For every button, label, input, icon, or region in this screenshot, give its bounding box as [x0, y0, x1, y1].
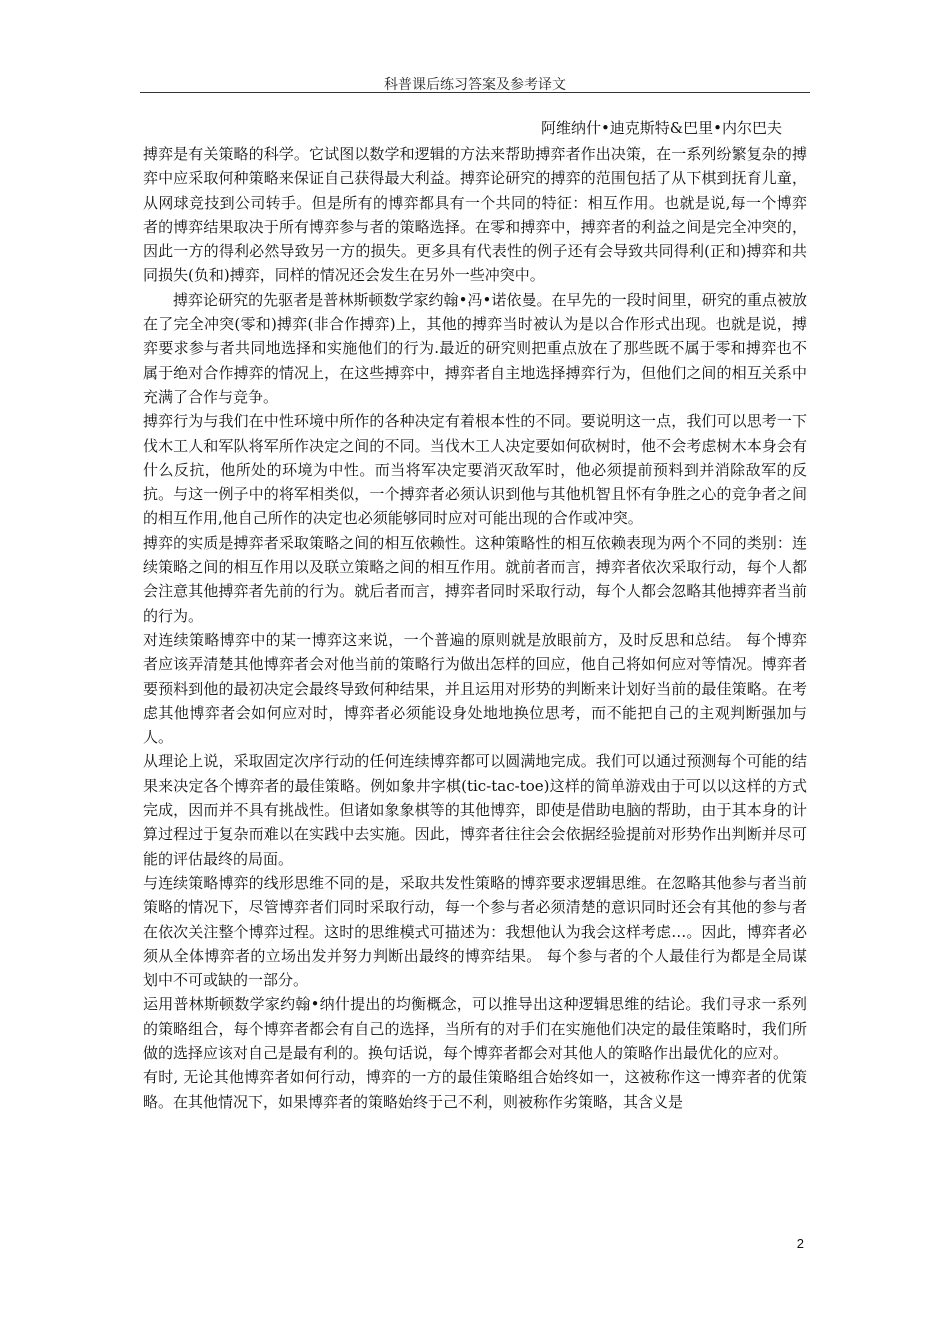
paragraph: 搏弈论研究的先驱者是普林斯顿数学家约翰•冯•诺依曼。在早先的一段时间里，研究的重点被放在了完全冲突(零和)搏弈(非合作搏弈)上，其他的搏弈当时被认为是以合作形式出现。也就是说，搏弈要求参与者共同地选择和实施他们的行为.最近的研究则把重点放在了那些既不属于零和搏弈也不属于绝对合作搏弈的情况上，在这些搏弈中，搏弈者自主地选择搏弈行为，但他们之间的相互关系中充满了合作与竞争。 [143, 290, 807, 406]
header-divider [140, 92, 810, 93]
author-line: 阿维纳什•迪克斯特&巴里•内尔巴夫 [540, 119, 782, 137]
page-number: 2 [796, 1236, 804, 1251]
running-header: 科普课后练习答案及参考译文 [384, 77, 566, 93]
paragraph: 运用普林斯顿数学家约翰•纳什提出的均衡概念，可以推导出这种逻辑思维的结论。我们寻求一系列的策略组合，每个博弈者都会有自己的选择，当所有的对手们在实施他们决定的最佳策略时，我们所做的选择应该对自己是最有利的。换句话说，每个博弈者都会对其他人的策略作出最优化的应对。 [143, 995, 807, 1062]
paragraph: 有时, 无论其他博弈者如何行动，博弈的一方的最佳策略组合始终如一，这被称作这一博弈者的优策略。在其他情况下，如果博弈者的策略始终于己不利，则被称作劣策略，其含义是 [143, 1068, 807, 1111]
paragraph: 搏弈的实质是搏弈者采取策略之间的相互依赖性。这种策略性的相互依赖表现为两个不同的类别：连续策略之间的相互作用以及联立策略之间的相互作用。就前者而言，搏弈者依次采取行动，每个人都会注意其他搏弈者先前的行为。就后者而言，搏弈者同时采取行动，每个人都会忽略其他搏弈者当前的行为。 [143, 533, 807, 625]
paragraph: 与连续策略博弈的线形思维不同的是，采取共发性策略的博弈要求逻辑思维。在忽略其他参与者当前策略的情况下，尽管博弈者们同时采取行动，每一个参与者必须清楚的意识同时还会有其他的参与者在依次关注整个博弈过程。这时的思维模式可描述为：我想他认为我会这样考虑…。因此，博弈者必须从全体博弈者的立场出发并努力判断出最终的博弈结果。 每个参与者的个人最佳行为都是全局谋划中不可或缺的一部分。 [143, 873, 807, 990]
body-text [143, 142, 807, 1114]
paragraph: 对连续策略博弈中的某一博弈这来说，一个普遍的原则就是放眼前方，及时反思和总结。 每个博弈者应该弄清楚其他博弈者会对他当前的策略行为做出怎样的回应，他自己将如何应对等情况。博弈者要预料到他的最初决定会最终导致何种结果，并且运用对形势的判断来计划好当前的最佳策略。在考虑其他博弈者会如何应对时，博弈者必须能设身处地地换位思考，而不能把自己的主观判断强加与人。 [143, 630, 807, 747]
paragraph: 从理论上说，采取固定次序行动的任何连续博弈都可以圆满地完成。我们可以通过预测每个可能的结果来决定各个博弈者的最佳策略。例如象井字棋(tic-tac-toe)这样的简单游戏由于可以以这样的方式完成，因而并不具有挑战性。但诸如象象棋等的其他博弈，即使是借助电脑的帮助，由于其本身的计算过程过于复杂而难以在实践中去实施。因此，博弈者往往会会依据经验提前对形势作出判断并尽可能的评估最终的局面。 [143, 752, 807, 868]
paragraph: 搏弈是有关策略的科学。它试图以数学和逻辑的方法来帮助搏弈者作出决策，在一系列纷繁复杂的搏弈中应采取何种策略来保证自己获得最大利益。搏弈论研究的搏弈的范围包括了从下棋到抚育儿童，从网球竞技到公司转手。但是所有的博弈都具有一个共同的特征：相互作用。也就是说,每一个博弈者的博弈结果取决于所有博弈参与者的策略选择。在零和搏弈中，搏弈者的利益之间是完全冲突的，因此一方的得利必然导致另一方的损失。更多具有代表性的例子还有会导致共同得利(正和)搏弈和共同损失(负和)搏弈，同样的情况还会发生在另外一些冲突中。 [143, 145, 807, 285]
paragraph: 搏弈行为与我们在中性环境中所作的各种决定有着根本性的不同。要说明这一点，我们可以思考一下伐木工人和军队将军所作决定之间的不同。当伐木工人决定要如何砍树时，他不会考虑树木本身会有什么反抗，他所处的环境为中性。而当将军决定要消灭敌军时，他必须提前预料到并消除敌军的反抗。与这一例子中的将军相类似，一个搏弈者必须认识到他与其他机智且怀有争胜之心的竞争者之间的相互作用,他自己所作的决定也必须能够同时应对可能出现的合作或冲突。 [143, 412, 807, 528]
